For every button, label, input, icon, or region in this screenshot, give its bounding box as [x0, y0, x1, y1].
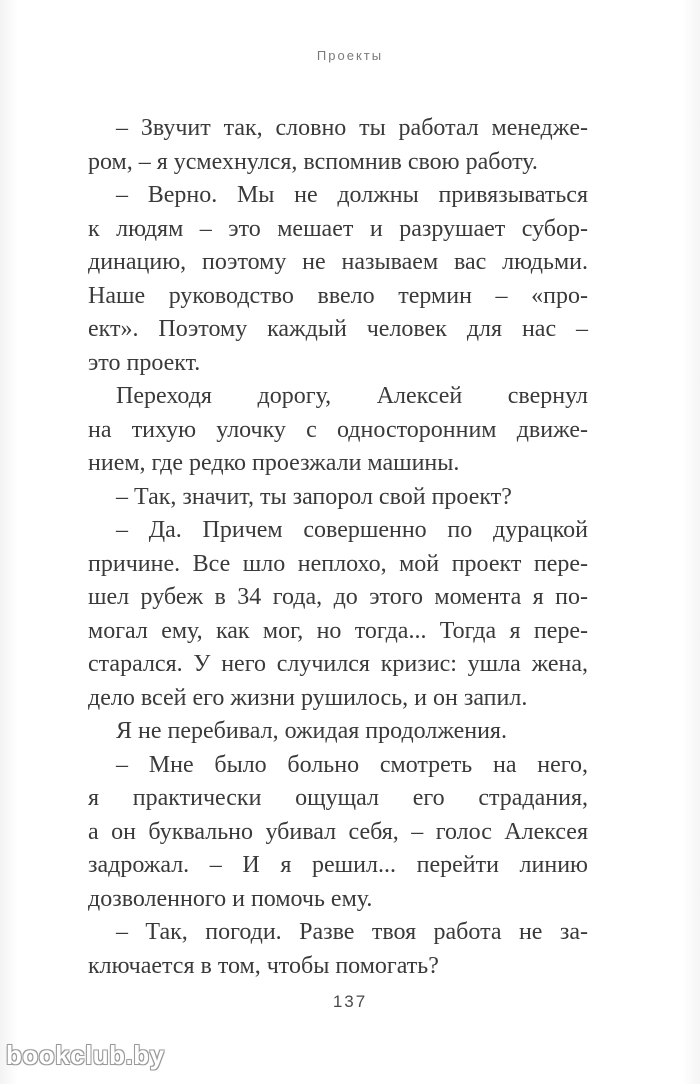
- text-line: это проект.: [88, 349, 201, 376]
- text-line: – Да. Причем совершенно по дурацкой: [116, 517, 588, 543]
- text-line: дело всей его жизни рушилось, и он запил.: [88, 684, 528, 711]
- text-line: я практически ощущал его страдания,: [88, 785, 588, 811]
- text-line: Наше руководство ввело термин – «про-: [88, 282, 588, 309]
- running-head: Проекты: [316, 48, 384, 63]
- text-line: к людям – это мешает и разрушает субор-: [88, 215, 588, 242]
- text-line: на тихую улочку с односторонним движе-: [88, 416, 588, 443]
- text-line: Переходя дорогу, Алексей свернул: [116, 383, 588, 409]
- page-number: 137: [332, 992, 368, 1011]
- text-line: задрожал. – И я решил... перейти линию: [88, 852, 588, 878]
- text-line: ект». Поэтому каждый человек для нас –: [88, 316, 588, 342]
- text-line: – Верно. Мы не должны привязываться: [116, 182, 588, 208]
- text-line: динацию, поэтому не называем вас людьми.: [88, 249, 588, 275]
- text-line: шел рубеж в 34 года, до этого момента я по-: [88, 584, 588, 610]
- text-line: – Звучит так, словно ты работал менеджe-: [116, 115, 588, 141]
- text-line: причине. Все шло неплохо, мой проект пере-: [88, 550, 588, 577]
- text-line: старался. У него случился кризис: ушла жена,: [88, 651, 588, 677]
- text-line: нием, где редко проезжали машины.: [88, 450, 460, 476]
- body-text: [88, 112, 588, 983]
- text-line: – Так, погоди. Разве твоя работа не за-: [116, 919, 588, 945]
- text-line: – Так, значит, ты запорол свой проект?: [116, 483, 512, 510]
- text-line: Я не перебивал, ожидая продолжения.: [116, 718, 507, 744]
- watermark: bookclub.by: [6, 1040, 165, 1070]
- text-line: ром, – я усмехнулся, вспомнив свою работу.: [88, 148, 538, 175]
- text-line: дозволенного и помочь ему.: [88, 885, 373, 912]
- text-line: – Мне было больно смотреть на него,: [116, 751, 588, 778]
- text-line: а он буквально убивал себя, – голос Алексея: [88, 818, 588, 845]
- text-line: могал ему, как мог, но тогда... Тогда я пере-: [88, 617, 588, 644]
- text-line: ключается в том, чтобы помогать?: [88, 952, 439, 979]
